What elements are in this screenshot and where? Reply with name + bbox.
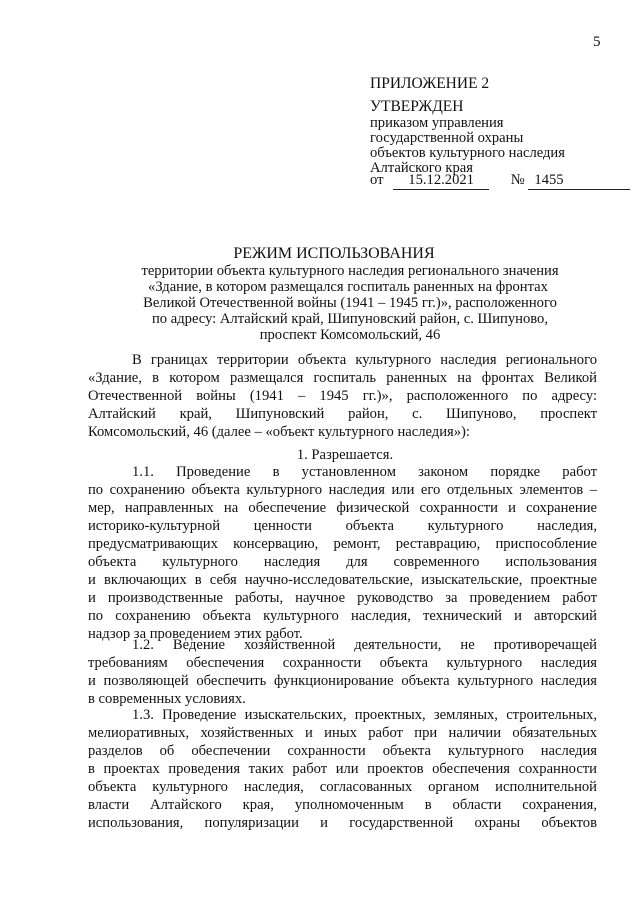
approved-label: УТВЕРЖДЕН xyxy=(370,98,464,115)
clause-line: по сохранению объекта культурного наследия, технический и авторский xyxy=(88,608,597,624)
clause-line: в современных условиях. xyxy=(88,691,246,707)
number-prefix: № xyxy=(510,172,525,188)
clause-line: требованиям обеспечения сохранности объекта культурного наследия xyxy=(88,655,597,671)
clause-line: использования, популяризации и государственной охраны объектов xyxy=(88,815,597,831)
approved-by-line: государственной охраны xyxy=(370,130,524,146)
intro-line: Отечественной войны (1941 – 1945 гг.)», расположенного по адресу: xyxy=(88,388,597,404)
heading-line: по адресу: Алтайский край, Шипуновский район, с. Шипуново, xyxy=(152,311,548,327)
intro-line: Комсомольский, 46 (далее – «объект культурного наследия»): xyxy=(88,424,470,440)
order-date: 15.12.2021 xyxy=(393,171,489,190)
approved-by-line: объектов культурного наследия xyxy=(370,145,565,161)
approved-by-line: приказом управления xyxy=(370,115,504,131)
clause-line: и производственные работы, научное руководство за проведением работ xyxy=(88,590,597,606)
heading-line: «Здание, в котором размещался госпиталь раненных на фронтах xyxy=(148,279,548,295)
clause-line: объекта культурного наследия, согласованных органом исполнительной xyxy=(88,779,597,795)
clause-line: надзор за проведением этих работ. xyxy=(88,626,303,642)
clause-line: и позволяющей обеспечить функционирование объекта культурного наследия xyxy=(88,673,597,689)
section-title: 1. Разрешается. xyxy=(296,447,394,463)
clause-line: в проектах проведения таких работ или проектов обеспечения сохранности xyxy=(88,761,597,777)
clause-line: и включающих в себя научно-исследовательские, изыскательские, проектные xyxy=(88,572,597,588)
page-number: 5 xyxy=(593,34,601,50)
clause-line: мер, направленных на обеспечение физической сохранности и сохранение xyxy=(88,500,597,516)
clause-line: по сохранению объекта культурного наследия или его отдельных элементов – xyxy=(88,482,597,498)
intro-line: «Здание, в котором размещался госпиталь раненных на фронтах Великой xyxy=(88,370,597,386)
approved-by-line: Алтайского края xyxy=(370,160,473,176)
intro-line: Алтайский край, Шипуновский район, с. Шипуново, проспект xyxy=(88,406,597,422)
clause-line: мелиоративных, хозяйственных и иных работ при наличии обязательных xyxy=(88,725,597,741)
clause-line: 1.1. Проведение в установленном законом порядке работ xyxy=(132,464,597,480)
clause-line: объекта культурного наследия для современного использования xyxy=(88,554,597,570)
clause-line: историко-культурной ценности объекта культурного наследия, xyxy=(88,518,597,534)
intro-line: В границах территории объекта культурного наследия регионального xyxy=(132,352,597,368)
appendix-title: ПРИЛОЖЕНИЕ 2 xyxy=(370,75,490,92)
heading-line: Великой Отечественной войны (1941 – 1945 гг.)», расположенного xyxy=(143,295,557,311)
clause-line: предусматривающих консервацию, ремонт, реставрацию, приспособление xyxy=(88,536,597,552)
order-number: 1455 xyxy=(528,171,630,190)
clause-line: власти Алтайского края, уполномоченным в области сохранения, xyxy=(88,797,597,813)
date-prefix: от xyxy=(370,172,384,188)
heading-line: территории объекта культурного наследия регионального значения xyxy=(141,263,559,279)
heading-line: проспект Комсомольский, 46 xyxy=(259,327,441,343)
heading-title: РЕЖИМ ИСПОЛЬЗОВАНИЯ xyxy=(233,245,435,262)
clause-line: 1.2. Ведение хозяйственной деятельности, не противоречащей xyxy=(132,637,597,653)
clause-line: 1.3. Проведение изыскательских, проектных, земляных, строительных, xyxy=(132,707,597,723)
clause-line: разделов об обеспечении сохранности объекта культурного наследия xyxy=(88,743,597,759)
order-date-line xyxy=(370,171,630,190)
